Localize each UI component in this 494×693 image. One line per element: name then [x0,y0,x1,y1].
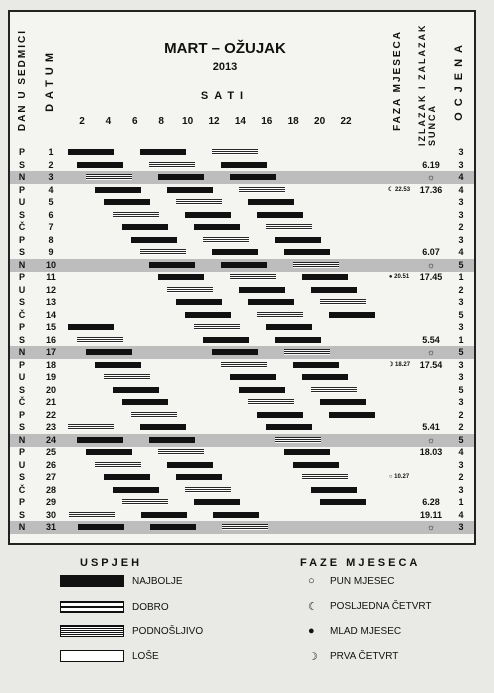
day-of-week: Č [18,222,26,232]
hour-tick-label: 22 [340,116,352,127]
sunrise-sunset: ☼ [426,259,436,270]
schedule-bar [104,199,150,205]
rating: 5 [458,347,464,357]
sunrise-sunset-header: IZLAZAK I ZALAZAK SUNCA [417,23,437,146]
date-number: 27 [45,472,56,482]
sunrise-sunset: 17.45 [419,272,443,282]
day-of-week: U [18,284,26,295]
schedule-bar [239,387,285,393]
day-of-week-header: DAN U SEDMICI [16,28,28,132]
schedule-bar [140,149,186,155]
rating: 3 [458,459,464,470]
schedule-bar [104,474,150,480]
day-of-week: S [18,472,25,482]
schedule-bar [194,324,240,330]
rating: 3 [458,359,464,370]
day-of-week: S [18,247,25,257]
schedule-bar [194,224,240,230]
legend-swatch-best [60,575,124,587]
schedule-bar [86,449,132,455]
day-of-week: Č [18,397,26,407]
rating: 2 [458,284,464,295]
schedule-bar [158,449,204,455]
rating: 3 [458,147,464,157]
hour-tick-label: 20 [314,116,326,127]
sunrise-sunset: 18.03 [419,447,443,457]
schedule-bar [69,512,115,518]
schedule-bar [257,412,303,418]
last-quarter-icon: ☾ [308,601,318,613]
schedule-bar [248,199,294,205]
rating: 4 [458,184,464,195]
sunrise-sunset: 6.07 [422,247,440,257]
schedule-bar [221,162,267,168]
schedule-bar [275,437,321,443]
schedule-bar [248,399,294,405]
schedule-bar [302,274,348,280]
success-legend-title: USPJEH [80,557,143,569]
schedule-bar [194,499,240,505]
schedule-bar [149,437,195,443]
schedule-bar [257,312,303,318]
schedule-bar [230,174,276,180]
date-number: 19 [45,372,56,382]
date-number: 24 [45,434,56,445]
rating: 3 [458,197,464,207]
rating: 4 [458,509,464,520]
date-number: 30 [45,509,56,520]
sunrise-sunset: 19.11 [419,509,443,520]
schedule-bar [266,424,312,430]
day-row [10,496,474,509]
new-moon-icon: ● [308,625,315,637]
legend-label-best: NAJBOLJE [132,576,183,587]
full-moon-icon: ○ [308,575,315,587]
day-of-week: S [18,509,25,520]
rating: 1 [458,272,464,282]
day-row [10,396,474,409]
day-of-week: N [18,522,26,532]
schedule-bar [131,237,177,243]
date-number: 12 [45,284,56,295]
schedule-bar [122,399,168,405]
date-number: 29 [45,497,56,507]
date-number: 20 [45,384,56,395]
schedule-bar [113,387,159,393]
schedule-bar [221,262,267,268]
schedule-bar [176,474,222,480]
date-number: 25 [45,447,56,457]
rating: 5 [458,384,464,395]
schedule-bar [131,412,177,418]
schedule-bar [86,349,132,355]
rating: 3 [458,522,464,532]
schedule-bar [150,524,196,530]
day-row [10,421,474,434]
rating: 3 [458,484,464,495]
sunrise-sunset: ☼ [426,347,436,357]
day-row [10,309,474,322]
hour-tick-label: 4 [105,116,112,127]
date-number: 17 [45,347,56,357]
schedule-bar [248,299,294,305]
rating: 4 [458,172,464,182]
day-row [10,296,474,309]
rating: 3 [458,397,464,407]
schedule-bar [320,499,366,505]
day-of-week: N [18,172,26,182]
date-number: 23 [45,422,56,432]
legend-swatch-ok [60,625,124,637]
date-number: 18 [45,359,56,370]
schedule-bar [77,437,123,443]
sunrise-sunset: ☼ [426,434,436,445]
phase-label-last: POSLJEDNA ČETVRT [330,601,432,612]
day-of-week: N [18,259,26,270]
schedule-bar [311,387,357,393]
date-number: 3 [48,172,54,182]
legend-label-good: DOBRO [132,602,169,613]
first-quarter-icon: ☽ [308,651,318,663]
schedule-bar [78,524,124,530]
phase-label-first: PRVA ČETVRT [330,651,399,662]
day-row [10,246,474,259]
day-row [10,409,474,422]
sunrise-sunset: ☼ [426,172,436,182]
day-of-week: S [18,159,25,170]
date-number: 28 [45,484,56,495]
day-row [10,384,474,397]
rating: 3 [458,159,464,170]
schedule-bar [203,237,249,243]
sunrise-sunset: 17.54 [419,359,443,370]
schedule-bar [167,462,213,468]
hour-tick-label: 10 [182,116,194,127]
schedule-bar [230,274,276,280]
day-of-week: N [18,347,26,357]
day-of-week: P [18,272,25,282]
day-of-week: S [18,209,25,220]
hours-label: SATI [200,90,250,102]
date-header: DATUM [44,48,56,112]
schedule-bar [212,149,258,155]
schedule-bar [68,149,114,155]
schedule-bar [140,424,186,430]
page-title: MART – OŽUJAK [164,40,286,57]
moon-phase: ☾ 22.53 [387,186,411,193]
day-row [10,321,474,334]
date-number: 21 [45,397,56,407]
legend-label-ok: PODNOŠLJIVO [132,626,204,637]
date-number: 8 [48,234,54,245]
day-row [10,221,474,234]
schedule-bar [239,187,285,193]
day-of-week: S [18,422,25,432]
moon-phases-title: FAZE MJESECA [300,557,421,569]
schedule-bar [149,162,195,168]
day-of-week: P [18,409,25,420]
date-number: 15 [45,322,56,332]
day-row [10,171,474,184]
rating: 1 [458,497,464,507]
rating: 4 [458,447,464,457]
day-row [10,271,474,284]
rating: 1 [458,334,464,345]
schedule-bar [239,287,285,293]
hour-tick-label: 14 [234,116,246,127]
date-number: 4 [48,184,54,195]
year: 2013 [212,61,238,73]
day-row [10,446,474,459]
phase-label-full: PUN MJESEC [330,576,395,587]
schedule-bar [95,362,141,368]
schedule-bar [311,487,357,493]
day-of-week: Č [18,309,26,320]
day-row [10,209,474,222]
sunrise-sunset: 6.19 [422,159,440,170]
schedule-bar [222,524,268,530]
hour-tick-label: 6 [132,116,138,127]
schedule-bar [149,262,195,268]
schedule-bar [77,337,123,343]
day-row [10,521,474,534]
date-number: 6 [48,209,54,220]
date-number: 11 [46,272,56,282]
date-number: 22 [45,409,56,420]
legend-swatch-good [60,601,124,613]
rating-header: OCJENA [453,39,465,121]
schedule-bar [257,212,303,218]
date-number: 10 [45,259,56,270]
day-of-week: P [18,147,25,157]
day-row [10,434,474,447]
day-row [10,284,474,297]
hour-tick-label: 12 [208,116,220,127]
day-row [10,509,474,522]
phase-label-new: MLAD MJESEC [330,626,402,637]
date-number: 31 [45,522,56,532]
schedule-bar [140,249,186,255]
schedule-bar [284,249,330,255]
rating: 2 [458,409,464,420]
schedule-bar [176,299,222,305]
schedule-bar [104,374,150,380]
date-number: 5 [48,197,54,207]
schedule-bar [329,312,375,318]
date-number: 1 [48,147,54,157]
date-number: 9 [48,247,54,257]
day-of-week: S [18,334,25,345]
schedule-bar [95,187,141,193]
hour-tick-label: 18 [287,116,299,127]
rating: 2 [458,422,464,432]
sunrise-sunset: 5.54 [422,334,440,345]
sunrise-sunset: 17.36 [419,184,443,195]
schedule-bar [167,287,213,293]
schedule-bar [212,349,258,355]
rating: 2 [458,222,464,232]
rating: 2 [458,472,464,482]
schedule-bar [185,487,231,493]
legend-label-bad: LOŠE [132,651,159,662]
moon-phase: ● 20.51 [388,274,410,280]
day-of-week: S [18,384,25,395]
day-row [10,484,474,497]
rating: 5 [458,259,464,270]
schedule-bar [86,174,132,180]
schedule-bar [122,499,168,505]
moon-phase: ○ 10.27 [388,474,410,480]
schedule-bar [68,424,114,430]
schedule-bar [176,199,222,205]
schedule-bar [158,274,204,280]
date-number: 7 [48,222,54,232]
day-of-week: U [18,372,26,382]
day-row [10,346,474,359]
day-of-week: P [18,497,25,507]
day-row [10,371,474,384]
date-number: 26 [45,459,56,470]
schedule-bar [185,312,231,318]
day-of-week: P [18,234,25,245]
day-of-week: Č [18,484,26,495]
hour-tick-label: 2 [79,116,85,127]
rating: 3 [458,209,464,220]
rating: 5 [458,434,464,445]
schedule-bar [320,299,366,305]
schedule-bar [77,162,123,168]
date-number: 16 [45,334,56,345]
day-of-week: U [18,459,26,470]
day-row [10,184,474,197]
day-of-week: U [18,197,26,207]
schedule-bar [329,412,375,418]
schedule-bar [122,224,168,230]
day-row [10,471,474,484]
schedule-bar [212,249,258,255]
rating: 3 [458,297,464,307]
day-of-week: P [18,447,25,457]
moon-phase-header: FAZA MJESECA [391,29,403,131]
day-row [10,146,474,159]
sunrise-sunset: 5.41 [422,422,440,432]
sunrise-sunset: 6.28 [422,497,440,507]
hour-tick-label: 16 [261,116,273,127]
schedule-bar [311,287,357,293]
legend-swatch-bad [60,650,124,662]
schedule-bar [203,337,249,343]
day-of-week: P [18,184,25,195]
schedule-bar [221,362,267,368]
day-row [10,359,474,372]
day-row [10,234,474,247]
rating: 3 [458,322,464,332]
schedule-bar [113,487,159,493]
day-of-week: N [18,434,26,445]
schedule-bar [113,212,159,218]
day-row [10,159,474,172]
rating: 5 [458,309,464,320]
rating: 3 [458,234,464,245]
schedule-bar [213,512,259,518]
schedule-bar [185,212,231,218]
rating: 4 [458,247,464,257]
rating: 3 [458,372,464,382]
day-row [10,334,474,347]
schedule-bar [68,324,114,330]
schedule-bar [167,187,213,193]
sunrise-sunset: ☼ [426,522,436,532]
schedule-bar [230,374,276,380]
schedule-bar [293,262,339,268]
schedule-bar [293,362,339,368]
schedule-bar [275,337,321,343]
schedule-bar [275,237,321,243]
day-of-week: P [18,322,25,332]
day-of-week: S [18,297,25,307]
schedule-bar [284,349,330,355]
hour-tick-label: 8 [158,116,164,127]
day-row [10,196,474,209]
schedule-bar [293,462,339,468]
date-number: 14 [45,309,56,320]
schedule-bar [302,374,348,380]
day-row [10,459,474,472]
schedule-bar [158,174,204,180]
date-number: 2 [48,159,54,170]
schedule-bar [320,399,366,405]
date-number: 13 [45,297,56,307]
day-row [10,259,474,272]
schedule-bar [266,224,312,230]
schedule-bar [141,512,187,518]
schedule-bar [284,449,330,455]
schedule-bar [266,324,312,330]
schedule-bar [302,474,348,480]
day-of-week: P [18,359,25,370]
schedule-bar [95,462,141,468]
moon-phase: ☽ 18.27 [387,361,411,368]
